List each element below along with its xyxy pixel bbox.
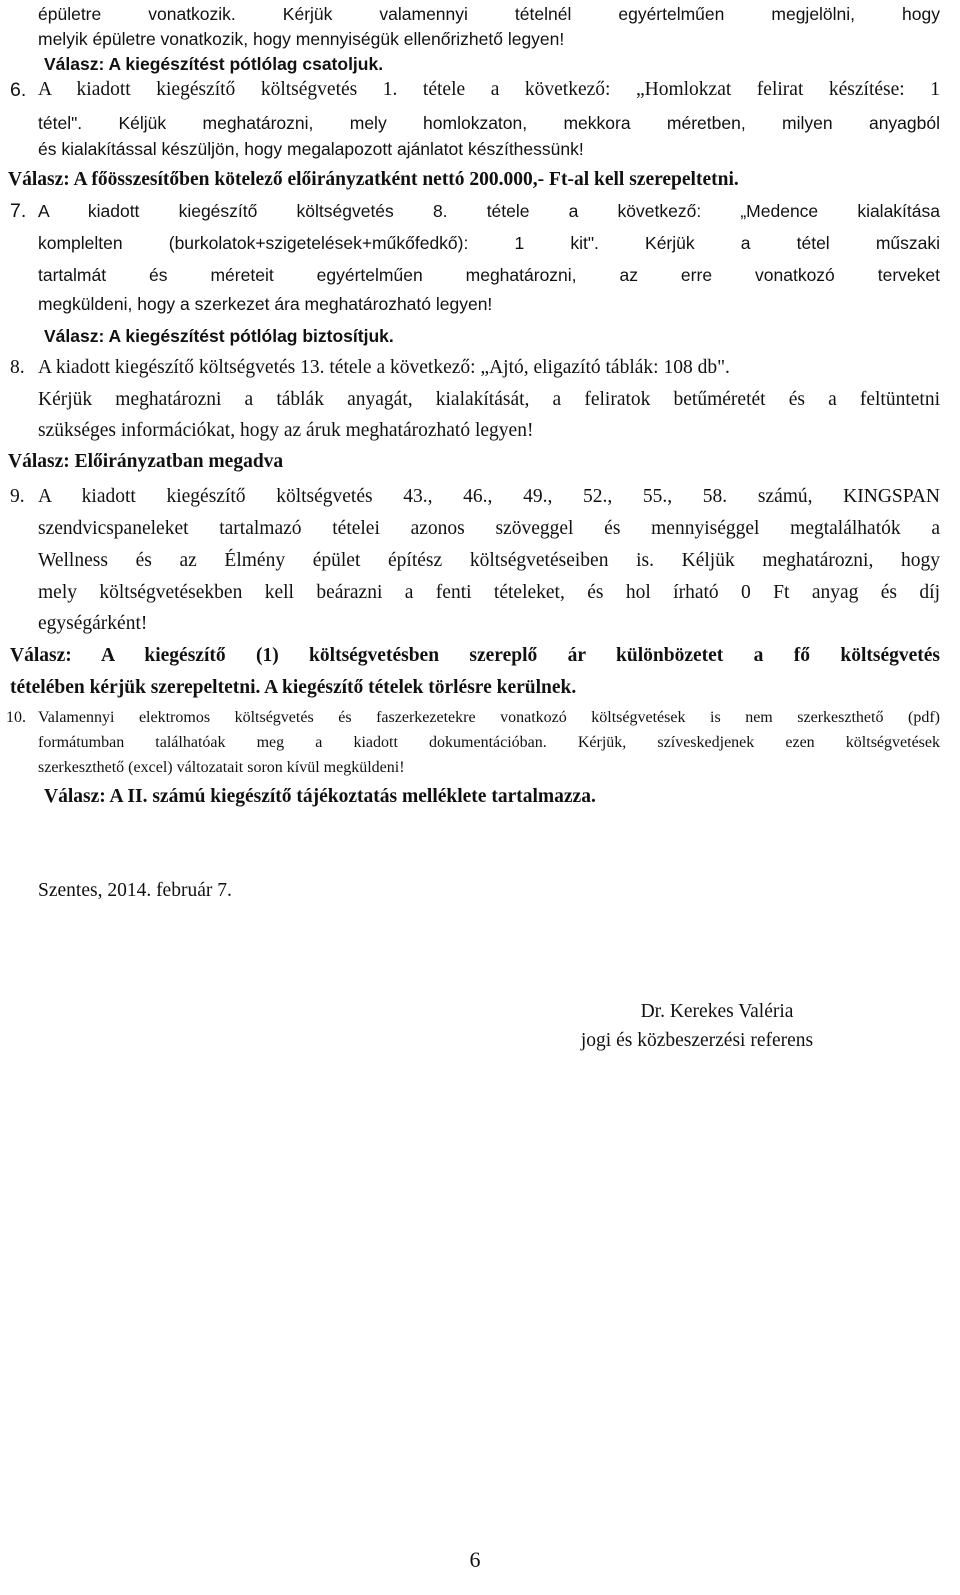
text-line: A kiadott kiegészítő költségvetés 8. tétele a következő: „Medence kialakítása xyxy=(38,201,940,221)
text-line: tartalmát és méreteit egyértelműen meghatározni, az erre vonatkozó terveket xyxy=(38,265,940,285)
text-line: Kérjük meghatározni a táblák anyagát, kialakítását, a feliratok betűméretét és a feltüntetni xyxy=(38,389,940,410)
text-line: szendvicspaneleket tartalmazó tételei azonos szöveggel és mennyiséggel megtalálhatók a xyxy=(38,518,940,539)
answer-line: Válasz: A kiegészítést pótlólag biztosítjuk. xyxy=(44,326,394,346)
answer-line: Válasz: Előirányzatban megadva xyxy=(8,451,284,472)
answer-line: Válasz: A II. számú kiegészítő tájékoztatás melléklete tartalmazza. xyxy=(44,786,596,807)
page-number: 6 xyxy=(469,1547,481,1572)
answer-line: tételében kérjük szerepeltetni. A kiegészítő tételek törlésre kerülnek. xyxy=(10,677,577,698)
text-line: és kialakítással készüljön, hogy megalapozott ajánlatot készíthessünk! xyxy=(38,139,584,159)
text-line: melyik épületre vonatkozik, hogy mennyiségük ellenőrizhető legyen! xyxy=(38,29,565,49)
item-number-8: 8. xyxy=(10,357,25,378)
signer-name: Dr. Kerekes Valéria xyxy=(640,1001,794,1022)
text-line: A kiadott kiegészítő költségvetés 13. tétele a következő: „Ajtó, eligazító táblák: 108 db". xyxy=(38,357,730,378)
text-line: szükséges információkat, hogy az áruk meghatározható legyen! xyxy=(38,420,534,441)
place-date: Szentes, 2014. február 7. xyxy=(38,880,232,901)
item-number-7: 7. xyxy=(10,200,27,222)
text-line: megküldeni, hogy a szerkezet ára meghatározható legyen! xyxy=(38,294,493,314)
answer-line: Válasz: A főösszesítőben kötelező előirányzatként nettó 200.000,- Ft-al kell szerepeltetni. xyxy=(8,169,739,190)
item-number-6: 6. xyxy=(10,79,27,101)
text-line: épületre vonatkozik. Kérjük valamennyi tételnél egyértelműen megjelölni, hogy xyxy=(38,4,940,24)
text-line: tétel". Kéljük meghatározni, mely homlokzaton, mekkora méretben, milyen anyagból xyxy=(38,113,940,133)
item-number-9: 9. xyxy=(10,486,25,507)
text-line: Wellness és az Élmény épület építész költségvetéseiben is. Kéljük meghatározni, hogy xyxy=(38,550,940,571)
answer-line: Válasz: A kiegészítő (1) költségvetésben szereplő ár különbözetet a fő költségvetés xyxy=(10,645,940,666)
answer-line: Válasz: A kiegészítést pótlólag csatoljuk. xyxy=(44,54,384,74)
signer-title: jogi és közbeszerzési referens xyxy=(580,1030,814,1051)
text-line: komplelten (burkolatok+szigetelések+műkőfedkő): 1 kit". Kérjük a tétel műszaki xyxy=(38,233,940,253)
text-line: A kiadott kiegészítő költségvetés 43., 46., 49., 52., 55., 58. számú, KINGSPAN xyxy=(38,486,940,507)
text-line: mely költségvetésekben kell beárazni a fenti tételeket, és hol írható 0 Ft anyag és díj xyxy=(38,582,940,603)
text-line: egységárként! xyxy=(38,613,148,634)
text-line: formátumban találhatóak meg a kiadott dokumentációban. Kérjük, szíveskedjenek ezen költségvetések xyxy=(38,734,940,751)
text-line: Valamennyi elektromos költségvetés és faszerkezetekre vonatkozó költségvetések is nem szerkeszthető (pdf) xyxy=(38,709,940,726)
item-number-10: 10. xyxy=(6,709,26,726)
text-line: A kiadott kiegészítő költségvetés 1. tétele a következő: „Homlokzat felirat készítése: 1 xyxy=(38,79,940,100)
text-line: szerkeszthető (excel) változatait soron kívül megküldeni! xyxy=(38,759,405,776)
